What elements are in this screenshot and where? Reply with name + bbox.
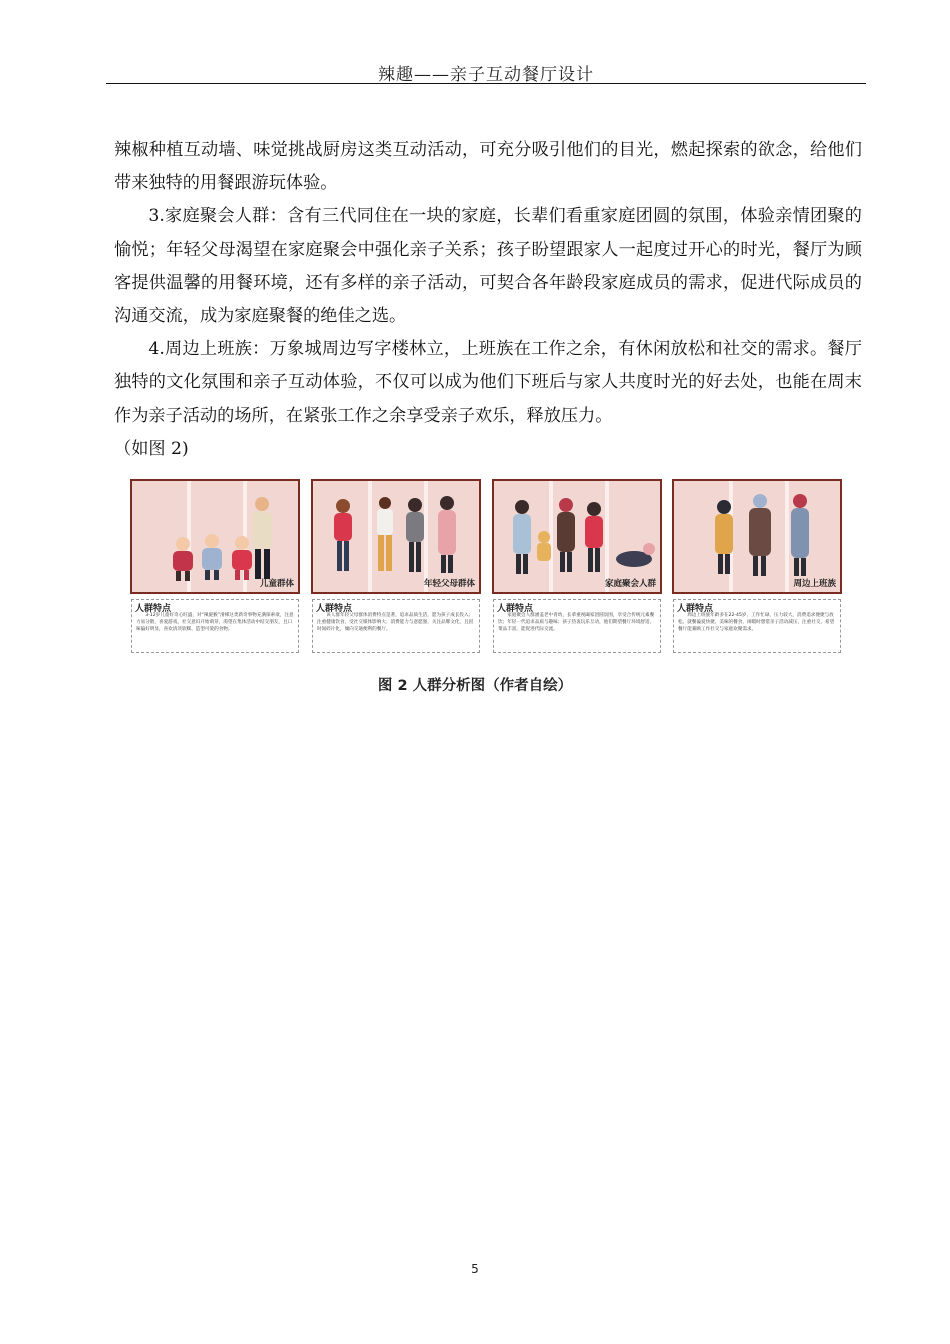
- panel-note: [673, 599, 841, 653]
- panel-illustration: [492, 479, 662, 594]
- note-text: 3-12岁儿童好奇心旺盛，对“辣旋猴”滑梯这类新奇事物充满探索欲，注意力易分散，喜爱游戏，社交意识开始萌芽，渴望在集体活动中结交朋友，且口味偏好明显，喜欢清淡软糯、造型可爱的食物。: [136, 613, 294, 633]
- header-title: 辣趣——亲子互动餐厅设计: [378, 65, 594, 85]
- note-text: 该人群年轻父母群体消费特点是著，追求品质生活，愿为孩子成长投入；注重健康饮食，受社交媒体影响大；消费能力与意愿强，关注品牌文化，且因时间碎片化，倾向交通便利的餐厅。: [317, 613, 474, 633]
- panel-illustration: [672, 479, 842, 594]
- panel-label: 家庭聚会人群: [604, 579, 656, 589]
- note-text: 家庭聚会人群涵盖老中青幼，长辈重视阖家团圆氛围，享受合传统元素餐饮；年轻一代追求品质与趣味；孩子热衷玩乐互动，他们期望餐厅环境舒适、菜品丰富，能促进代际交流。: [498, 613, 655, 633]
- note-text: 周边上班族年龄多在22-45岁，工作忙碌，压力较大，消费追求便捷与放松。就餐偏爱快捷、美味的餐食，闲暇时想借亲子活动减压，注重社交，希望餐厅能兼顾工作社交与家庭欢聚需求。: [678, 613, 835, 633]
- panel-illustration: [130, 479, 300, 594]
- figure-panel-young-parents: [311, 479, 483, 657]
- panel-note: [312, 599, 480, 653]
- figure-panel-children: [130, 479, 302, 657]
- figure-caption: 图 2 人群分析图（作者自绘）: [377, 678, 573, 694]
- note-title: 人群特点: [316, 604, 353, 614]
- panel-label: 儿童群体: [259, 579, 294, 589]
- panel-label: 年轻父母群体: [423, 579, 475, 589]
- note-title: 人群特点: [497, 604, 534, 614]
- panel-illustration: [311, 479, 481, 594]
- panel-note: [131, 599, 299, 653]
- paragraph-family-gathering: 3.家庭聚会人群：含有三代同住在一块的家庭，长辈们看重家庭团圆的氛围，体验亲情团聚的愉悦；年轻父母渴望在家庭聚会中强化亲子关系；孩子盼望跟家人一起度过开心的时光，餐厅为顾客提供温馨的用餐环境，还有多样的亲子活动，可契合各年龄段家庭成员的需求，促进代际成员的沟通交流，成为家庭聚餐的绝佳之选。: [114, 206, 862, 327]
- note-title: 人群特点: [677, 604, 714, 614]
- body-text: [114, 134, 862, 466]
- page-header: [106, 56, 866, 84]
- note-title: 人群特点: [135, 604, 172, 614]
- paragraph-figure-ref: （如图 2): [114, 438, 189, 459]
- panel-label: 周边上班族: [793, 579, 836, 589]
- header-rule: [106, 83, 866, 84]
- panel-note: [493, 599, 661, 653]
- crowd-analysis-figure: [130, 479, 844, 657]
- figure-panel-office-workers: [672, 479, 844, 657]
- figure-panel-family: [492, 479, 664, 657]
- paragraph-continuation: 辣椒种植互动墙、味觉挑战厨房这类互动活动，可充分吸引他们的目光，燃起探索的欲念，给他们带来独特的用餐跟游玩体验。: [114, 140, 862, 194]
- paragraph-office-workers: 4.周边上班族：万象城周边写字楼林立，上班族在工作之余，有休闲放松和社交的需求。餐厅独特的文化氛围和亲子互动体验，不仅可以成为他们下班后与家人共度时光的好去处，也能在周末作为亲子活动的场所，在紧张工作之余享受亲子欢乐，释放压力。: [114, 339, 862, 426]
- page-number: 5: [471, 1262, 479, 1276]
